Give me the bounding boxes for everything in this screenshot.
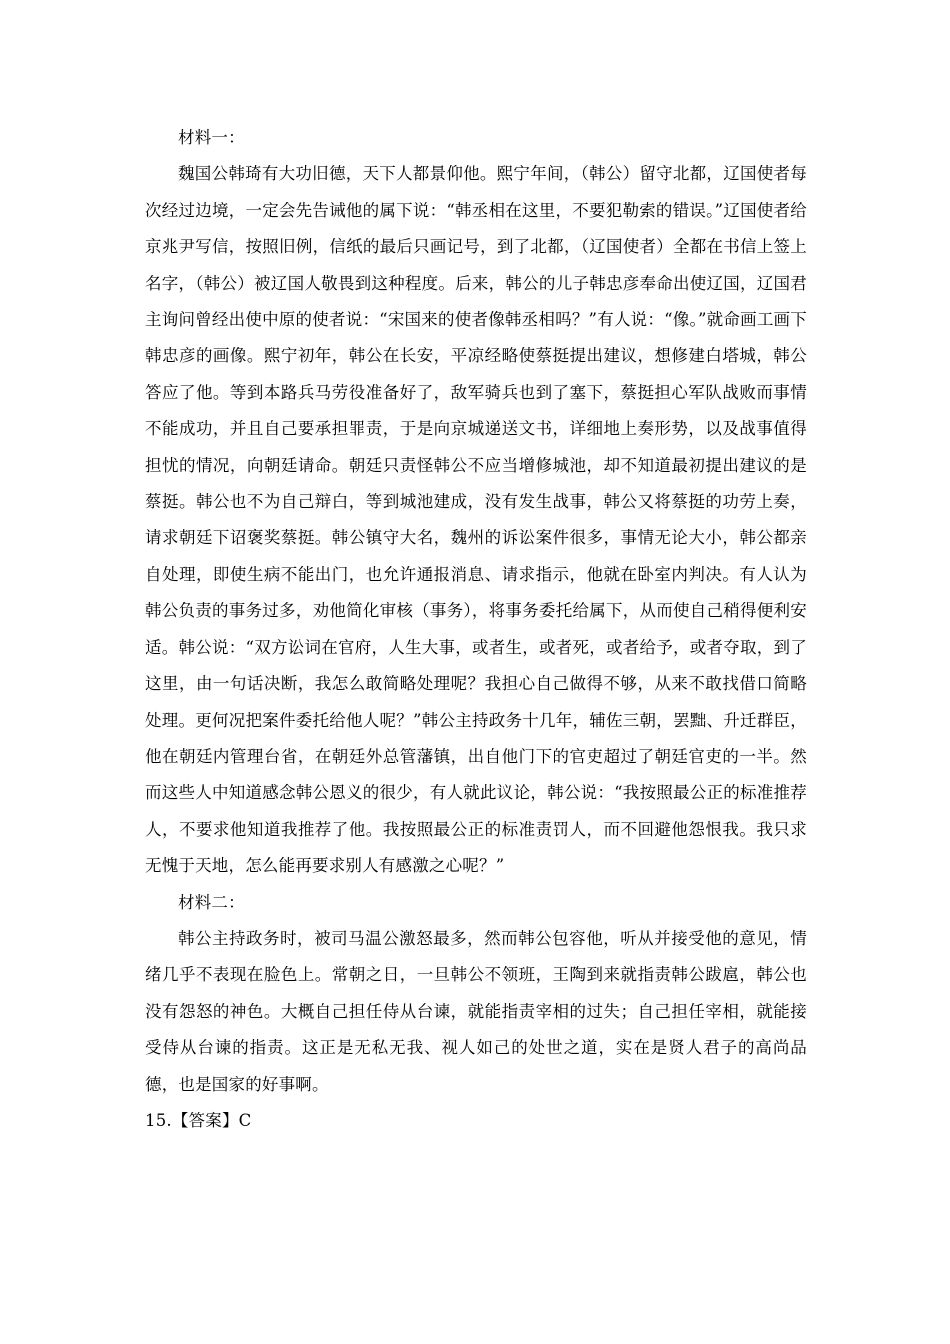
material-two-heading: 材料二： xyxy=(178,892,245,912)
material-two-paragraph: 韩公主持政务时，被司马温公激怒最多，然而韩公包容他，听从并接受他的意见，情绪几乎不表现在脸色上。常朝之日，一旦韩公不领班，王陶到来就指责韩公跋扈，韩公也没有怨怒的神色。大概自己担任侍从台谏，就能指责宰相的过失；自己担任宰相，就能接受侍从台谏的指责。这正是无私无我、视人如己的处世之道，实在是贤人君子的高尚品德，也是国家的好事啊。 xyxy=(145,928,807,1094)
answer-line: 15.【答案】C xyxy=(145,1110,252,1130)
material-one-paragraph: 魏国公韩琦有大功旧德，天下人都景仰他。熙宁年间，（韩公）留守北都，辽国使者每次经过边境，一定会先告诫他的属下说：“韩丞相在这里，不要犯勒索的错误。”辽国使者给京兆尹写信，按照旧例，信纸的最后只画记号，到了北都，（辽国使者）全都在书信上签上名字，（韩公）被辽国人敬畏到这种程度。后来，韩公的儿子韩忠彦奉命出使辽国，辽国君主询问曾经出使中原的使者说：“宋国来的使者像韩丞相吗？”有人说：“像。”就命画工画下韩忠彦的画像。熙宁初年，韩公在长安，平凉经略使蔡挺提出建议，想修建白塔城，韩公答应了他。等到本路兵马劳役准备好了，敌军骑兵也到了塞下，蔡挺担心军队战败而事情不能成功，并且自己要承担罪责，于是向京城递送文书，详细地上奏形势，以及战事值得担忧的情况，向朝廷请命。朝廷只责怪韩公不应当增修城池，却不知道最初提出建议的是蔡挺。韩公也不为自己辩白，等到城池建成，没有发生战事，韩公又将蔡挺的功劳上奏，请求朝廷下诏褒奖蔡挺。韩公镇守大名，魏州的诉讼案件很多，事情无论大小，韩公都亲自处理，即使生病不能出门，也允许通报消息、请求指示，他就在卧室内判决。有人认为韩公负责的事务过多，劝他简化审核（事务），将事务委托给属下，从而使自己稍得便利安适。韩公说：“双方讼词在官府，人生大事，或者生，或者死，或者给予，或者夺取，到了这里，由一句话决断，我怎么敢简略处理呢？我担心自己做得不够，从来不敢找借口简略处理。更何况把案件委托给他人呢？”韩公主持政务十几年，辅佐三朝，罢黜、升迁群臣，他在朝廷内管理台省，在朝廷外总管藩镇，出自他门下的官吏超过了朝廷官吏的一半。然而这些人中知道感念韩公恩义的很少，有人就此议论，韩公说：“我按照最公正的标准推荐人，不要求他知道我推荐了他。我按照最公正的标准责罚人，而不回避他怨恨我。我只求无愧于天地，怎么能再要求别人有感激之心呢？” xyxy=(145,164,807,876)
material-one-heading: 材料一： xyxy=(178,128,245,147)
document-body xyxy=(145,120,807,1139)
